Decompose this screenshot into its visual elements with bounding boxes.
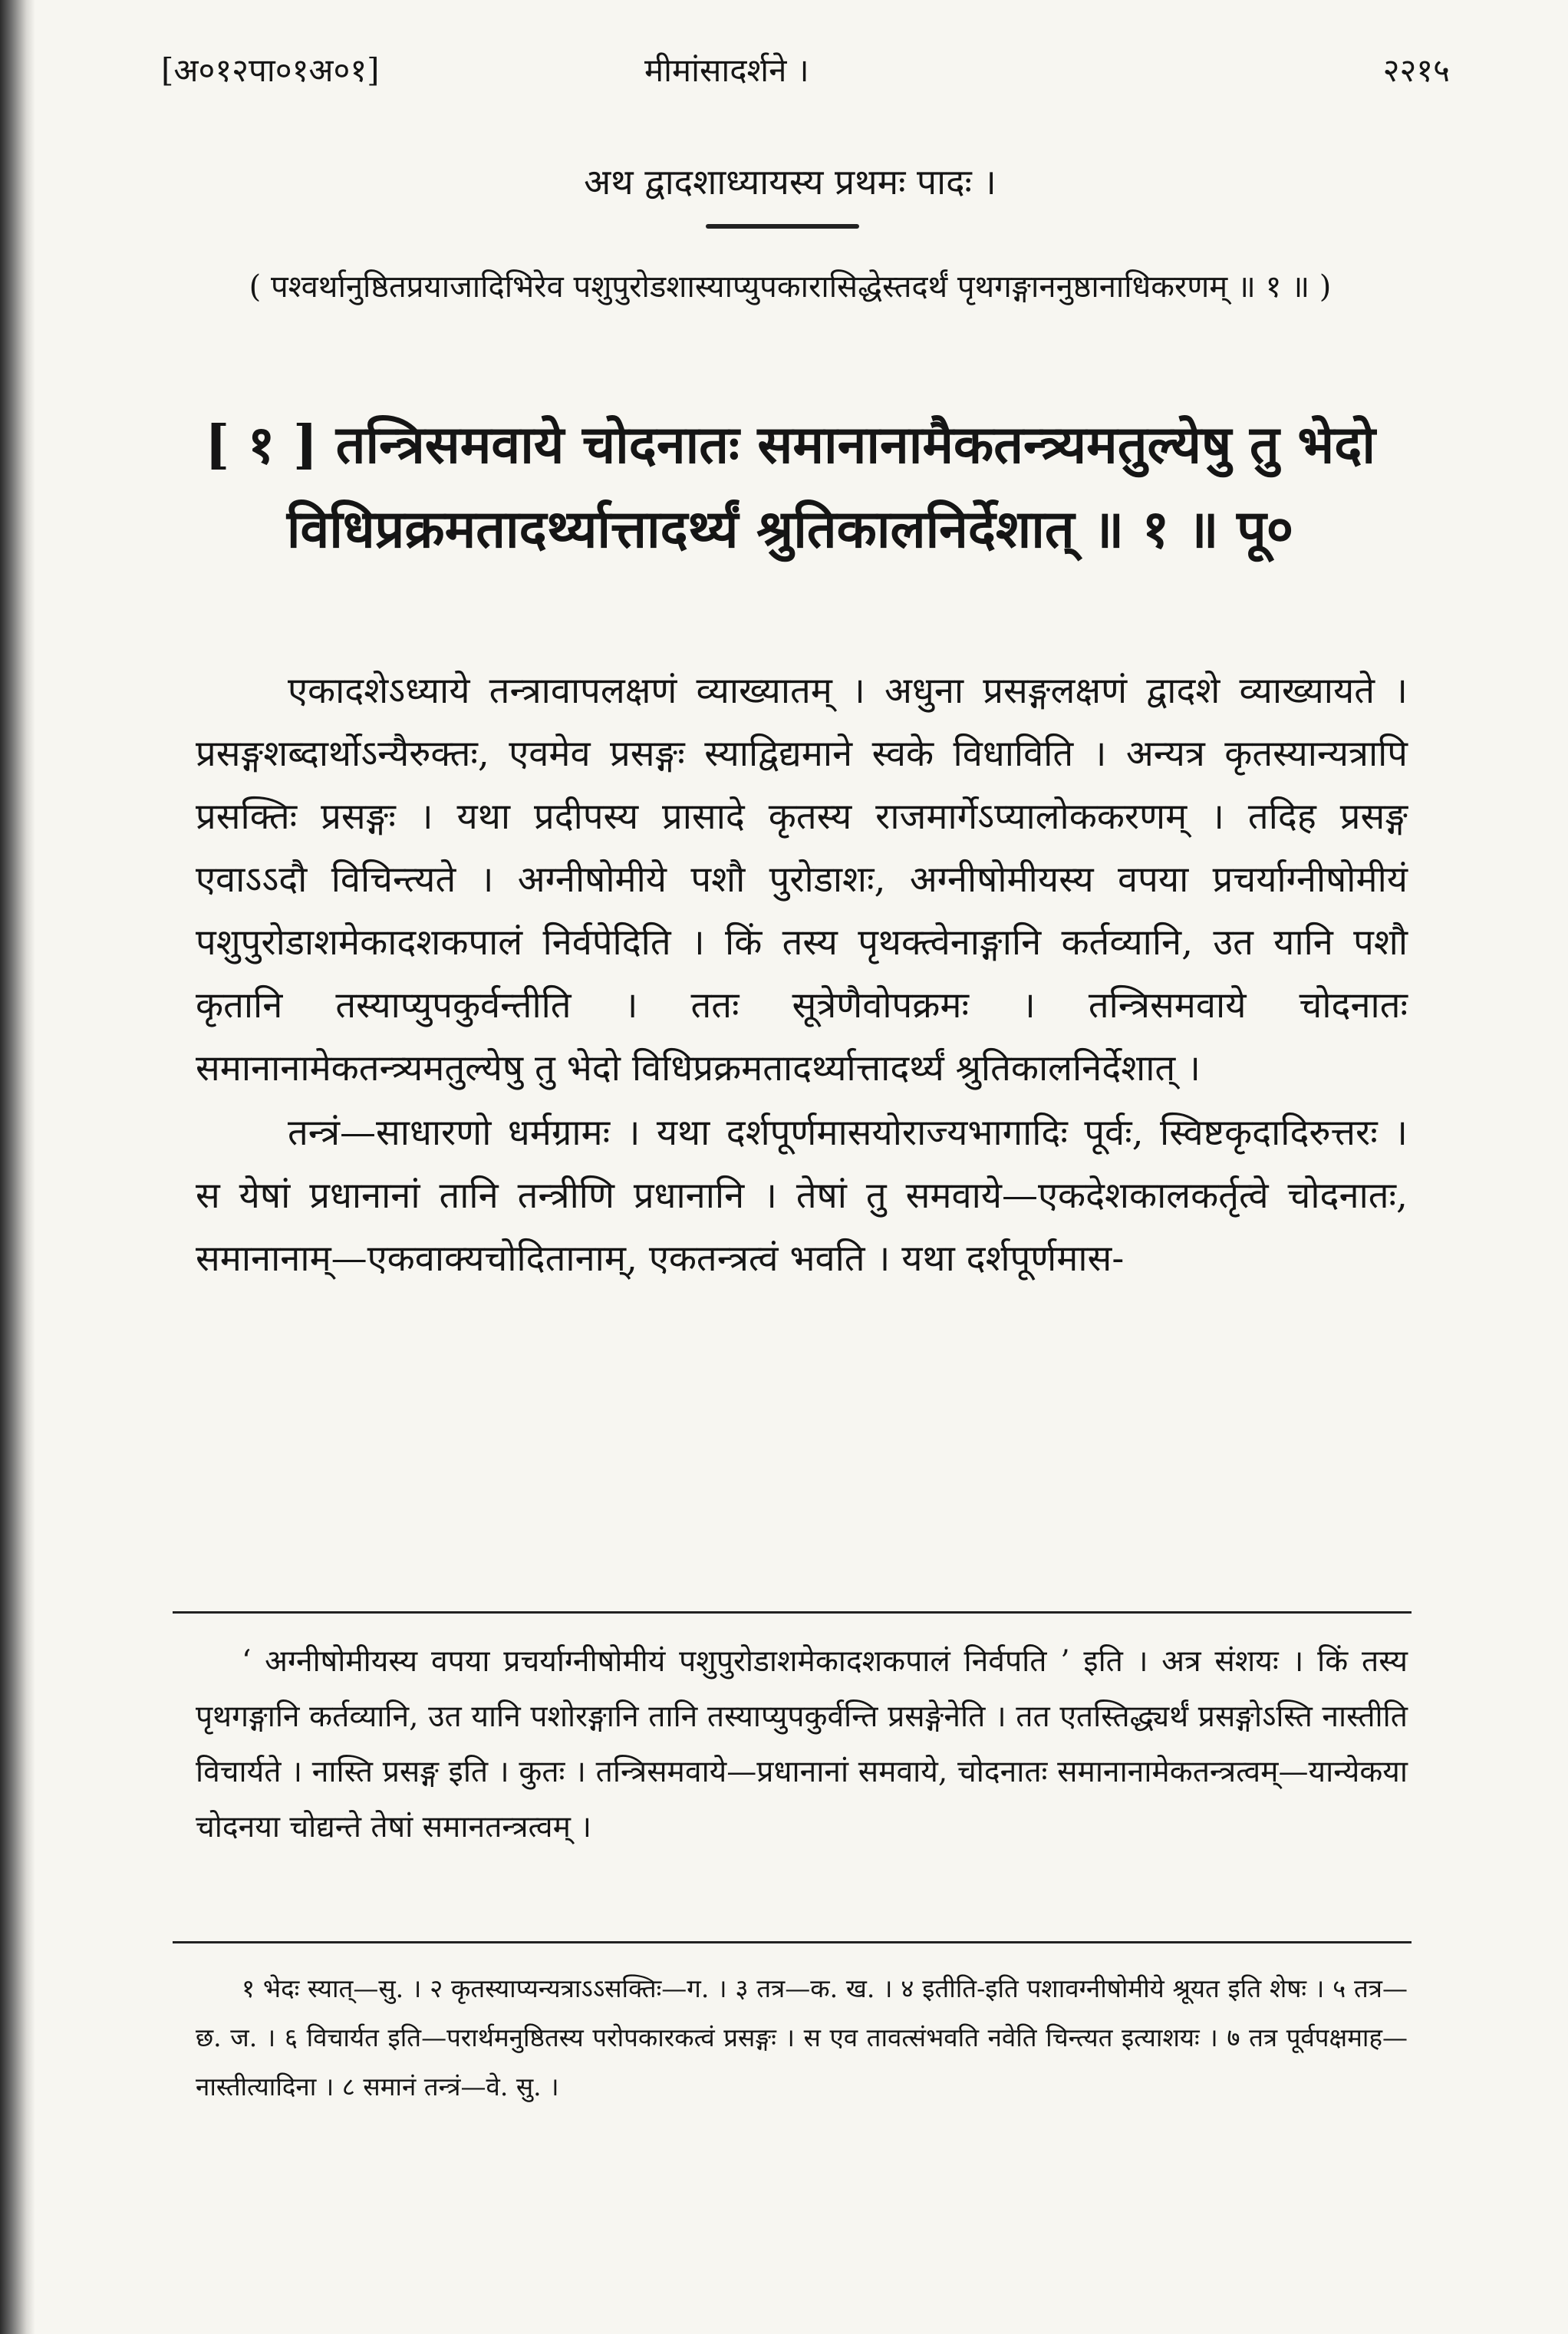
body-paragraph-2: तन्त्रं—साधारणो धर्मग्रामः । यथा दर्शपूर्णमासयोराज्यभागादिः पूर्वः, स्विष्टकृदादिरुत्तरः । स येषां प्रधानानां तानि तन्त्रीणि प्रधानानि । तेषां तु समवाये—एकदेशकालकर्तृत्वे चोदनातः, समानानाम्—एकवाक्यचोदितानाम्, एकतन्त्रत्वं भवति । यथा दर्शपूर्णमास- <box>196 1112 1408 1280</box>
sutra-text: [ १ ] तन्त्रिसमवाये चोदनातः समानानामैकतन्त्र्यमतुल्येषु तु भेदो विधिप्रक्रमतादर्थ्यात्तादर्थ्यं श्रुतिकालनिर्देशात् ॥ १ ॥ पू० <box>205 414 1375 560</box>
pada-title: अथ द्वादशाध्यायस्य प्रथमः पादः । <box>584 161 996 203</box>
footnotes <box>196 1964 1408 2111</box>
footnote-text: १ भेदः स्यात्—सु. । २ कृतस्याप्यन्यत्राऽऽसक्तिः—ग. । ३ तत्र—क. ख. । ४ इतीति-इति पशावग्नीषोमीये श्रूयत इति शेषः । ५ तत्र—छ. ज. । ६ विचार्यत इति—परार्थमनुष्ठितस्य परोपकारकत्वं प्रसङ्गः । स एव तावत्संभवति नवेति चिन्त्यत इत्याशयः । ७ तत्र पूर्वपक्षमाह—नास्तीत्यादिना । ८ समानं तन्त्रं—वे. सु. । <box>196 1973 1408 2102</box>
body-paragraph-1: एकादशेऽध्याये तन्त्रावापलक्षणं व्याख्यातम् । अधुना प्रसङ्गलक्षणं द्वादशे व्याख्यायते । प्रसङ्गशब्दार्थोऽन्यैरुक्तः, एवमेव प्रसङ्गः स्याद्विद्यमाने स्वके विधाविति । अन्यत्र कृतस्यान्यत्रापि प्रसक्तिः प्रसङ्गः । यथा प्रदीपस्य प्रासादे कृतस्य राजमार्गेऽप्यालोककरणम् । तदिह प्रसङ्ग एवाऽऽदौ विचिन्त्यते । अग्नीषोमीये पशौ पुरोडाशः, अग्नीषोमीयस्य वपया प्रचर्याग्नीषोमीयं पशुपुरोडाशमेकादशकपालं निर्वपेदिति । किं तस्य पृथक्त्वेनाङ्गानि कर्तव्यानि, उत यानि पशौ कृतानि तस्याप्युपकुर्वन्तीति । ततः सूत्रेणैवोपक्रमः । तन्त्रिसमवाये चोदनातः समानानामेकतन्त्र्यमतुल्येषु तु भेदो विधिप्रक्रमतादर्थ्यात्तादर्थ्यं श्रुतिकालनिर्देशात् । <box>196 670 1408 1090</box>
commentary-rule <box>173 1611 1412 1614</box>
commentary-paragraph: ‘ अग्नीषोमीयस्य वपया प्रचर्याग्नीषोमीयं पशुपुरोडाशमेकादशकपालं निर्वपति ’ इति । अत्र संशयः । किं तस्य पृथगङ्गानि कर्तव्यानि, उत यानि पशोरङ्गानि तानि तस्याप्युपकुर्वन्ति प्रसङ्गेनेति । तत एतस्तिद्ध्यर्थं प्रसङ्गोऽस्ति नास्तीति विचार्यते । नास्ति प्रसङ्ग इति । कुतः । तन्त्रिसमवाये—प्रधानानां समवाये, चोदनातः समानानामेकतन्त्रत्वम्—यान्येकया चोदनया चोद्यन्ते तेषां समानतन्त्रत्वम् । <box>196 1644 1408 1844</box>
header-section-ref: [अ०१२पा०१अ०१] <box>161 51 380 89</box>
commentary <box>196 1634 1408 1855</box>
page-spine-shadow <box>0 0 35 2334</box>
adhikarana-heading: ( पश्वर्थानुष्ठितप्रयाजादिभिरेव पशुपुरोडशास्याप्युपकारासिद्धेस्तदर्थं पृथगङ्गाननुष्ठानाधिकरणम् ॥ १ ॥ ) <box>249 269 1332 305</box>
running-header <box>161 40 1450 101</box>
page-number: २२१५ <box>1382 51 1450 89</box>
ornament-divider <box>706 224 859 229</box>
main-text <box>196 660 1408 1292</box>
header-book-title: मीमांसादर्शने । <box>644 51 809 89</box>
footnote-rule <box>173 1941 1412 1943</box>
